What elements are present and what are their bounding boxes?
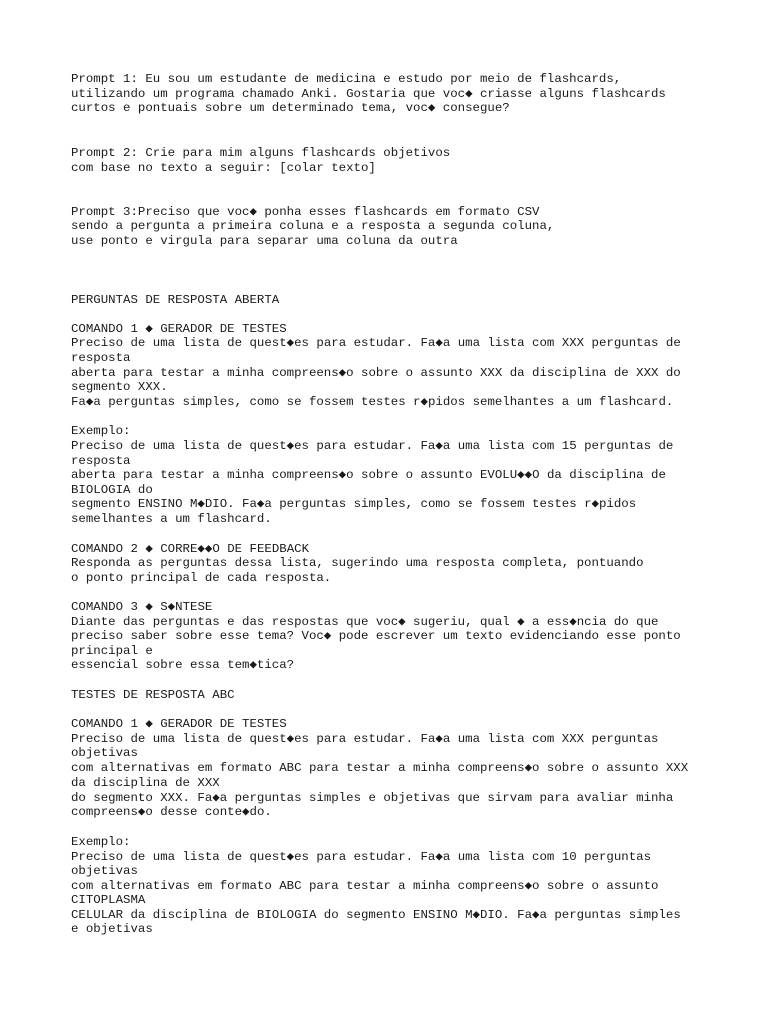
text-line: curtos e pontuais sobre um determinado tema, voc◆ consegue? xyxy=(71,101,510,115)
text-line: com alternativas em formato ABC para testar a minha compreens◆o sobre o assunto xyxy=(71,879,659,893)
text-line: Prompt 2: Crie para mim alguns flashcards objetivos xyxy=(71,146,451,160)
text-line: segmento XXX. xyxy=(71,380,168,394)
command-heading: COMANDO 1 ◆ GERADOR DE TESTES xyxy=(71,717,287,731)
text-line: da disciplina de XXX xyxy=(71,776,220,790)
text-line: resposta xyxy=(71,351,131,365)
text-line: Prompt 1: Eu sou um estudante de medicina e estudo por meio de flashcards, xyxy=(71,72,622,86)
text-line: Preciso de uma lista de quest◆es para estudar. Fa◆a uma lista com 15 perguntas de xyxy=(71,439,674,453)
text-line: CITOPLASMA xyxy=(71,893,146,907)
text-line: Preciso de uma lista de quest◆es para estudar. Fa◆a uma lista com XXX perguntas xyxy=(71,732,659,746)
text-line: segmento ENSINO M◆DIO. Fa◆a perguntas simples, como se fossem testes r◆pidos xyxy=(71,497,637,511)
text-line: utilizando um programa chamado Anki. Gostaria que voc◆ criasse alguns flashcards xyxy=(71,87,666,101)
text-line: semelhantes a um flashcard. xyxy=(71,512,272,526)
text-line: aberta para testar a minha compreens◆o sobre o assunto EVOLU◆◆O da disciplina de xyxy=(71,468,666,482)
text-line: sendo a pergunta a primeira coluna e a resposta a segunda coluna, xyxy=(71,219,555,233)
text-line: Diante das perguntas e das respostas que voc◆ sugeriu, qual ◆ a ess◆ncia do que xyxy=(71,615,659,629)
command-heading: COMANDO 2 ◆ CORRE◆◆O DE FEEDBACK xyxy=(71,542,310,556)
text-line: resposta xyxy=(71,454,131,468)
text-line: principal e xyxy=(71,644,153,658)
command-heading: COMANDO 1 ◆ GERADOR DE TESTES xyxy=(71,322,287,336)
text-line: Responda as perguntas dessa lista, sugerindo uma resposta completa, pontuando xyxy=(71,556,644,570)
text-line: essencial sobre essa tem◆tica? xyxy=(71,658,295,672)
command-heading: COMANDO 3 ◆ S◆NTESE xyxy=(71,600,213,614)
text-line: preciso saber sobre esse tema? Voc◆ pode escrever um texto evidenciando esse ponto xyxy=(71,629,681,643)
section-heading: PERGUNTAS DE RESPOSTA ABERTA xyxy=(71,293,280,307)
text-line: Preciso de uma lista de quest◆es para estudar. Fa◆a uma lista com 10 perguntas xyxy=(71,850,652,864)
text-line: do segmento XXX. Fa◆a perguntas simples e objetivas que sirvam para avaliar minha xyxy=(71,791,674,805)
text-line: BIOLOGIA do xyxy=(71,483,153,497)
text-line: Exemplo: xyxy=(71,835,131,849)
text-line: com alternativas em formato ABC para testar a minha compreens◆o sobre o assunto XXX xyxy=(71,761,689,775)
text-line: aberta para testar a minha compreens◆o sobre o assunto XXX da disciplina de XXX do xyxy=(71,366,681,380)
text-line: objetivas xyxy=(71,864,138,878)
text-line: use ponto e virgula para separar uma coluna da outra xyxy=(71,234,458,248)
text-line: Prompt 3:Preciso que voc◆ ponha esses flashcards em formato CSV xyxy=(71,205,540,219)
text-line: compreens◆o desse conte◆do. xyxy=(71,805,272,819)
text-line: Fa◆a perguntas simples, como se fossem testes r◆pidos semelhantes a um flashcard. xyxy=(71,395,674,409)
text-line: o ponto principal de cada resposta. xyxy=(71,571,332,585)
text-line: Preciso de uma lista de quest◆es para estudar. Fa◆a uma lista com XXX perguntas de xyxy=(71,336,681,350)
text-line: e objetivas xyxy=(71,922,153,936)
text-line: Exemplo: xyxy=(71,424,131,438)
text-line: objetivas xyxy=(71,746,138,760)
text-line: CELULAR da disciplina de BIOLOGIA do segmento ENSINO M◆DIO. Fa◆a perguntas simples xyxy=(71,908,681,922)
text-line: com base no texto a seguir: [colar texto] xyxy=(71,161,376,175)
section-heading: TESTES DE RESPOSTA ABC xyxy=(71,688,235,702)
